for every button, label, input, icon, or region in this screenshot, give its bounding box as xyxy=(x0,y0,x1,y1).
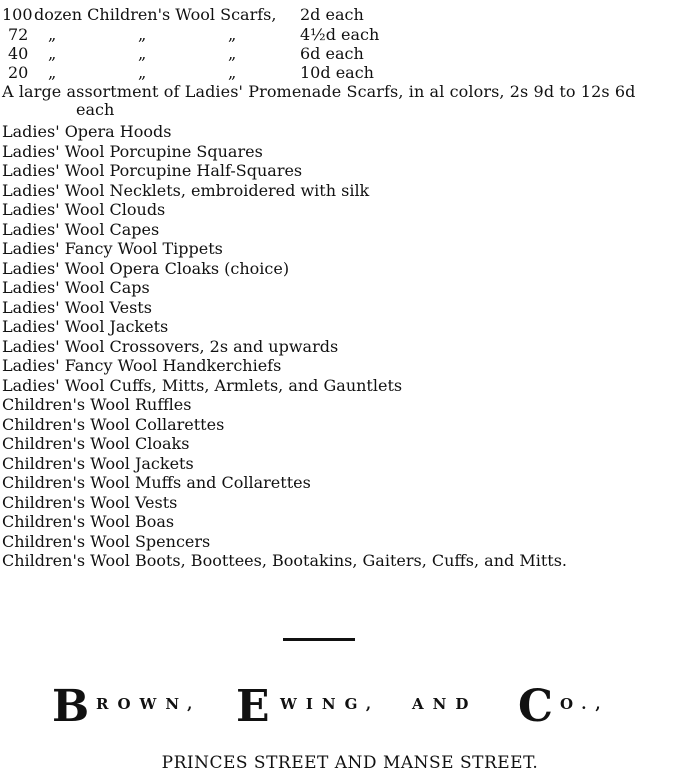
item-line: Ladies' Wool Clouds xyxy=(2,200,166,219)
brand-initial: B xyxy=(52,681,90,732)
item-line: Ladies' Wool Cuffs, Mitts, Armlets, and Gauntlets xyxy=(2,375,403,395)
qty-row xyxy=(0,25,700,45)
brand-word: O., xyxy=(560,695,610,713)
qty-price: 10d each xyxy=(300,63,374,82)
item-line: Children's Wool Boas xyxy=(2,512,175,531)
item-line: Ladies' Wool Crossovers, 2s and upwards xyxy=(2,336,339,356)
qty-row xyxy=(0,63,700,83)
qty-desc: dozen Children's Wool Scarfs, xyxy=(34,5,277,24)
assortment-line: A large assortment of Ladies' Promenade Scarfs, in al colors, 2s 9d to 12s 6d xyxy=(2,82,636,101)
item-line: Children's Wool Cloaks xyxy=(2,434,190,453)
ditto-mark: „ xyxy=(228,25,237,44)
ditto-mark: „ xyxy=(228,44,237,63)
qty-price: 2d each xyxy=(300,5,364,24)
ditto-mark: „ xyxy=(228,63,237,82)
ditto-mark: „ xyxy=(48,44,57,63)
item-line: Children's Wool Jackets xyxy=(2,453,194,473)
qty: 20 xyxy=(8,63,29,82)
qty-price: 4½d each xyxy=(300,25,380,44)
item-line: Ladies' Wool Vests xyxy=(2,297,152,317)
assortment-continuation: each xyxy=(76,100,115,119)
item-line: Ladies' Wool Jackets xyxy=(2,317,169,336)
item-line: Ladies' Fancy Wool Handkerchiefs xyxy=(2,356,282,375)
ditto-mark: „ xyxy=(138,63,147,82)
item-line: Children's Wool Spencers xyxy=(2,531,211,551)
item-line: Ladies' Wool Opera Cloaks (choice) xyxy=(2,258,290,278)
qty-row xyxy=(0,5,700,25)
qty: 100 xyxy=(2,5,33,24)
brand-initial: C xyxy=(518,681,554,732)
qty-row xyxy=(0,44,700,64)
item-line: Ladies' Wool Caps xyxy=(2,278,150,297)
ditto-mark: „ xyxy=(48,25,57,44)
brand-word: ROWN, xyxy=(96,695,202,713)
ditto-mark: „ xyxy=(138,25,147,44)
brand-word: AND xyxy=(412,695,478,713)
item-line: Children's Wool Ruffles xyxy=(2,395,192,414)
item-line: Ladies' Wool Porcupine Half-Squares xyxy=(2,161,303,180)
item-line: Ladies' Wool Necklets, embroidered with silk xyxy=(2,180,370,200)
item-line: Ladies' Fancy Wool Tippets xyxy=(2,239,223,258)
qty: 40 xyxy=(8,44,29,63)
item-line: Ladies' Wool Porcupine Squares xyxy=(2,141,263,161)
brand-word: WING, xyxy=(280,695,381,713)
item-line: Children's Wool Boots, Boottees, Bootakins, Gaiters, Cuffs, and Mitts. xyxy=(2,551,567,570)
ditto-mark: „ xyxy=(138,44,147,63)
item-line: Ladies' Opera Hoods xyxy=(2,122,172,141)
address: PRINCES STREET AND MANSE STREET. xyxy=(161,753,539,773)
ditto-mark: „ xyxy=(48,63,57,82)
item-line: Children's Wool Collarettes xyxy=(2,414,225,434)
item-line: Ladies' Wool Capes xyxy=(2,219,160,239)
brand-initial: E xyxy=(236,681,270,732)
qty-price: 6d each xyxy=(300,44,364,63)
qty: 72 xyxy=(8,25,29,44)
divider-rule xyxy=(283,638,355,641)
item-line: Children's Wool Vests xyxy=(2,492,178,512)
brand-name xyxy=(0,682,700,732)
item-line: Children's Wool Muffs and Collarettes xyxy=(2,473,311,492)
